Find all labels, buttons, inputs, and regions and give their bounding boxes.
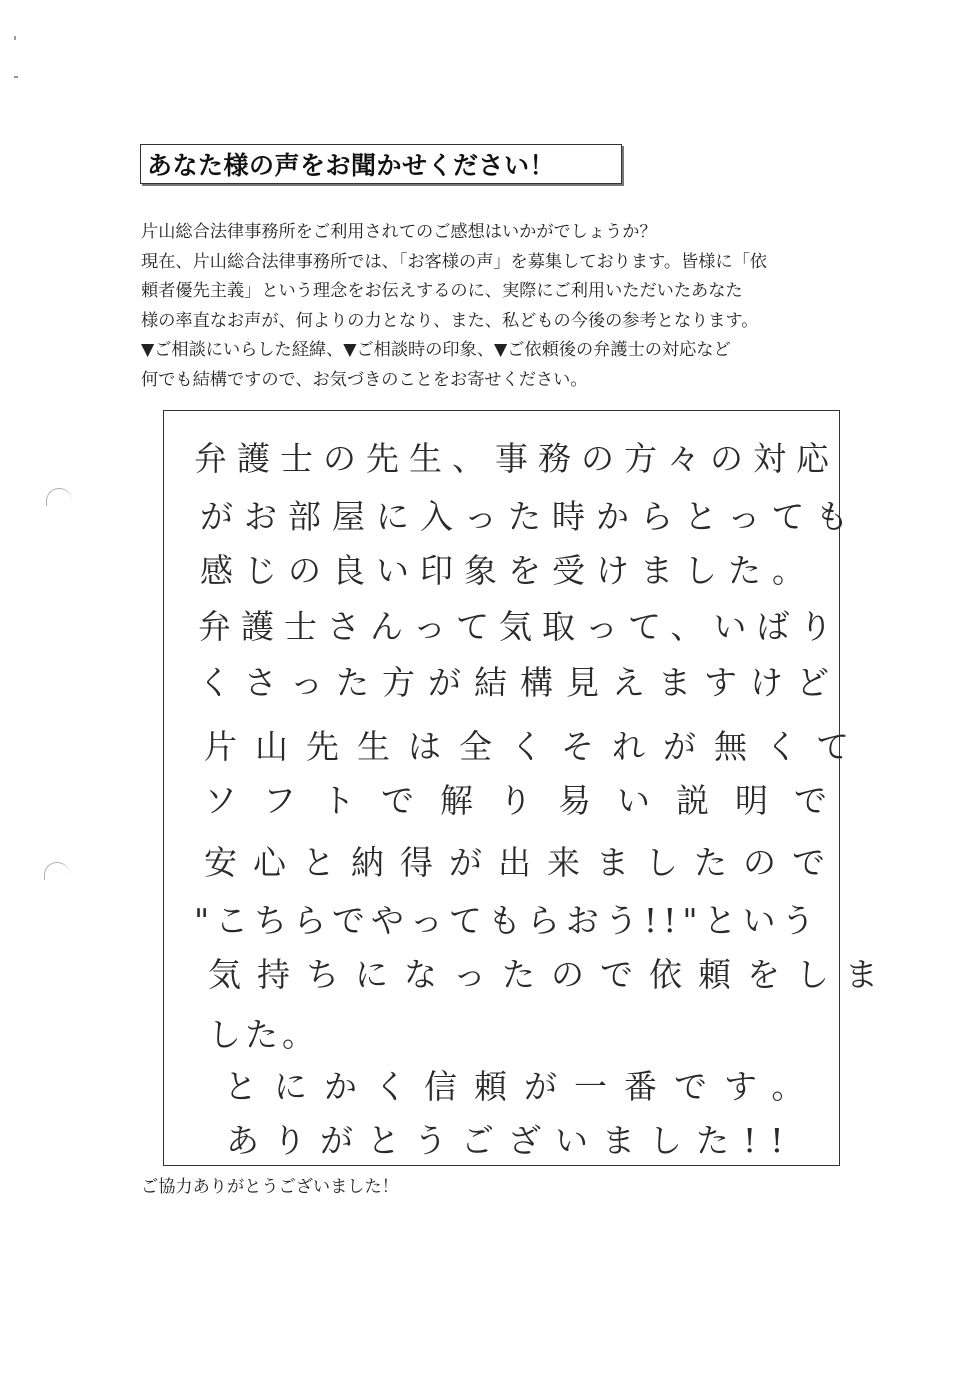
handwritten-line: した。 bbox=[208, 1015, 319, 1054]
handwritten-answer-box bbox=[163, 410, 894, 1166]
form-title-box bbox=[140, 144, 622, 184]
intro-line: 頼者優先主義」という理念をお伝えするのに、実際にご利用いただいたあなた bbox=[141, 281, 743, 301]
handwritten-line: 感じの良い印象を受けました。 bbox=[200, 551, 816, 590]
handwritten-line: "こちらでやってもらおう!!"という bbox=[194, 901, 821, 940]
handwritten-line: 弁護士さんって気取って、いばり bbox=[198, 607, 843, 646]
handwritten-line: 気持ちになったので依頼をしま bbox=[208, 955, 894, 994]
intro-line: 様の率直なお声が、何よりの力となり、また、私どもの今後の参考となります。 bbox=[141, 310, 759, 331]
scan-speck bbox=[14, 36, 16, 40]
handwritten-line: 安心と納得が出来ましたので bbox=[204, 843, 841, 882]
punch-hole-mark bbox=[46, 488, 72, 506]
intro-line: 現在、片山総合法律事務所では、「お客様の声」を募集しております。皆様に「依 bbox=[141, 251, 767, 272]
handwritten-line: ありがとうございました!! bbox=[226, 1121, 798, 1160]
intro-paragraph bbox=[141, 218, 846, 395]
intro-line: ▼ご相談にいらした経緯、▼ご相談時の印象、▼ご依頼後の弁護士の対応など bbox=[141, 340, 731, 360]
handwritten-line: 弁護士の先生、事務の方々の対応 bbox=[194, 439, 839, 478]
form-title: あなた様の声をお聞かせください！ bbox=[147, 151, 556, 180]
handwritten-line: がお部屋に入った時からとっても bbox=[200, 497, 860, 536]
intro-line: 何でも結構ですので、お気づきのことをお寄せください。 bbox=[141, 369, 588, 390]
closing-thanks: ご協力ありがとうございました！ bbox=[141, 1177, 399, 1197]
handwritten-line: とにかく信頼が一番です。 bbox=[224, 1067, 822, 1106]
handwritten-line: くさった方が結構見えますけど bbox=[198, 663, 842, 702]
handwritten-line: 片山先生は全くそれが無くて bbox=[204, 727, 867, 766]
handwritten-line: ソフトで解り易い説明で bbox=[204, 781, 853, 820]
punch-hole-mark bbox=[44, 862, 70, 880]
scan-speck bbox=[14, 76, 18, 78]
intro-line: 片山総合法律事務所をご利用されてのご感想はいかがでしょうか？ bbox=[141, 222, 657, 242]
